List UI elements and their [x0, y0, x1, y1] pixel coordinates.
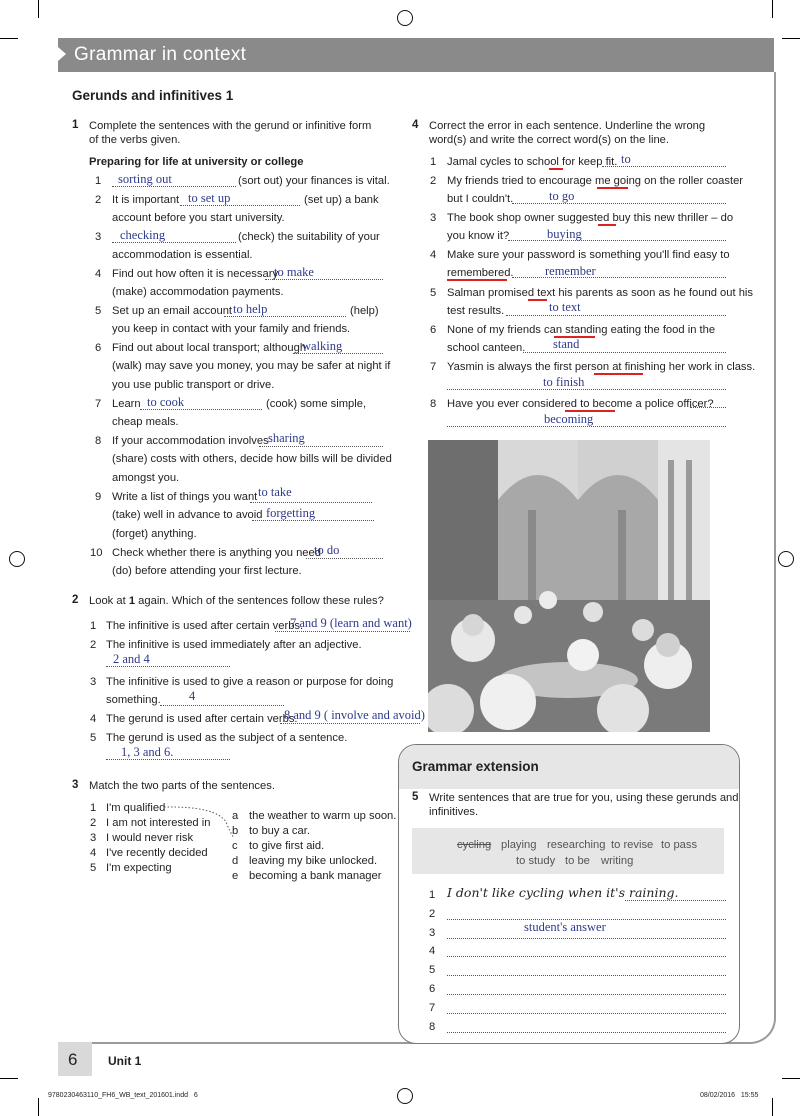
- item-text: amongst you.: [112, 472, 180, 484]
- item-text: (walk) may save you money, you may be safer at night if: [112, 360, 391, 372]
- item-text: Check whether there is anything you need: [112, 547, 321, 559]
- item-number: 2: [95, 194, 102, 206]
- error-underline: [594, 373, 643, 375]
- answer-text: to take: [258, 485, 292, 499]
- answer-line: [447, 994, 726, 995]
- error-word: at finishing: [612, 361, 666, 373]
- error-word: buy: [612, 212, 631, 224]
- students-photo: [428, 440, 710, 732]
- word-playing: playing: [501, 839, 537, 851]
- crop-mark: [38, 0, 39, 18]
- header-bar: [58, 38, 774, 72]
- line-number: 7: [429, 1002, 436, 1014]
- error-underline: [528, 299, 547, 301]
- item-text: (help): [350, 305, 379, 317]
- error-word: standing: [565, 324, 608, 336]
- answer-text: checking: [120, 228, 166, 242]
- error-underline: [447, 279, 507, 281]
- item-text: Find out how often it is necessary: [112, 268, 279, 280]
- item-number: 7: [95, 398, 102, 410]
- match-left-number: 4: [90, 847, 97, 859]
- item-text: (share) costs with others, decide how bills will be divided: [112, 453, 392, 465]
- crop-mark: [38, 1098, 39, 1116]
- match-right-text: leaving my bike unlocked.: [249, 855, 378, 867]
- exercise-2-number: 2: [72, 594, 79, 606]
- answer-line: [280, 723, 420, 724]
- exercise-1-number: 1: [72, 119, 79, 131]
- match-connector-line: [160, 800, 240, 840]
- rule-text: The infinitive is used after certain verbs.: [106, 620, 304, 632]
- item-number: 5: [430, 287, 437, 299]
- rule-text: something.: [106, 694, 161, 706]
- word-cycling: cycling: [457, 839, 492, 851]
- match-left-text: I'm expecting: [106, 862, 172, 874]
- exercise-1-instruction: of the verbs given.: [89, 134, 181, 146]
- item-text: (check) the suitability of your: [238, 231, 380, 243]
- answer-line: [306, 558, 383, 559]
- answer-line: [447, 1013, 726, 1014]
- answer-line: [523, 352, 726, 353]
- match-left-number: 2: [90, 817, 97, 829]
- answer-text: to help: [233, 302, 268, 316]
- line-number: 1: [429, 889, 436, 901]
- item-number: 9: [95, 491, 102, 503]
- unit-label: Unit 1: [108, 1054, 142, 1068]
- registration-mark-icon: [778, 551, 794, 567]
- match-right-letter: e: [232, 870, 239, 882]
- item-text: If your accommodation involves: [112, 435, 269, 447]
- error-underline: [597, 187, 628, 189]
- item-text: you know it?: [447, 230, 510, 242]
- registration-mark-icon: [397, 10, 413, 26]
- answer-text: remember: [545, 264, 596, 278]
- item-text: (forget) anything.: [112, 528, 197, 540]
- error-word: to become: [580, 398, 633, 410]
- error-word: going: [613, 175, 642, 187]
- grammar-extension-title: Grammar extension: [412, 759, 539, 774]
- section-title: Gerunds and infinitives 1: [72, 88, 234, 103]
- item-text: Have you ever considered to become a police officer?: [447, 398, 714, 410]
- answer-line: [447, 975, 726, 976]
- match-right-letter: d: [232, 855, 239, 867]
- answer-line: [447, 389, 726, 390]
- item-text: (sort out) your finances is vital.: [238, 175, 390, 187]
- answer-line: [250, 502, 372, 503]
- item-text: you use public transport or drive.: [112, 379, 275, 391]
- error-underline: [549, 168, 563, 170]
- item-number: 4: [90, 713, 97, 725]
- item-text: remembered.: [447, 267, 514, 279]
- item-text: (cook) some simple,: [266, 398, 367, 410]
- item-text: (do) before attending your first lecture.: [112, 565, 302, 577]
- answer-text: buying: [547, 227, 582, 241]
- answer-line: [506, 315, 726, 316]
- answer-text: 8 and 9 ( involve and avoid): [284, 708, 425, 722]
- crop-mark: [772, 0, 773, 18]
- answer-line: [508, 240, 726, 241]
- answer-text: forgetting: [266, 506, 316, 520]
- item-text: My friends tried to encourage me going on the roller coaster: [447, 175, 744, 187]
- item-text: The book shop owner suggested buy this new thriller – do: [447, 212, 734, 224]
- answer-line: [259, 446, 383, 447]
- line-number: 6: [429, 983, 436, 995]
- header-arrow-icon: [58, 47, 66, 61]
- answer-text: walking: [302, 339, 343, 353]
- answer-line: [447, 938, 726, 939]
- word-to-revise: to revise: [611, 839, 654, 851]
- item-text: Salman promised text his parents as soon as he found out his: [447, 287, 753, 299]
- answer-text: 1, 3 and 6.: [121, 745, 174, 759]
- answer-text: to text: [549, 300, 581, 314]
- item-text: Learn: [112, 398, 141, 410]
- answer-line: [447, 1032, 726, 1033]
- answer-line: [690, 407, 726, 408]
- item-text: accommodation is essential.: [112, 249, 253, 261]
- item-number: 1: [430, 156, 437, 168]
- answer-text: to finish: [543, 375, 585, 389]
- error-underline: [598, 224, 616, 226]
- item-number: 2: [430, 175, 437, 187]
- answer-text: to make: [274, 265, 314, 279]
- registration-mark-icon: [9, 551, 25, 567]
- item-number: 4: [430, 249, 437, 261]
- crop-mark: [782, 1078, 800, 1079]
- page-title: Grammar in context: [74, 44, 247, 65]
- exercise-4-instruction: Correct the error in each sentence. Underline the wrong: [429, 120, 706, 132]
- item-number: 10: [90, 547, 103, 559]
- match-left-text: I would never risk: [106, 832, 194, 844]
- exercise-3-number: 3: [72, 779, 79, 791]
- exercise-1-instruction: Complete the sentences with the gerund or infinitive form: [89, 120, 372, 132]
- match-right-letter: c: [232, 840, 238, 852]
- item-number: 2: [90, 639, 97, 651]
- item-text: Make sure your password is something you'll find easy to: [447, 249, 730, 261]
- item-number: 7: [430, 361, 437, 373]
- item-number: 3: [95, 231, 102, 243]
- item-number: 1: [90, 620, 97, 632]
- answer-text: 2 and 4: [113, 652, 150, 666]
- rule-text: The gerund is used after certain verbs.: [106, 713, 298, 725]
- answer-text: 4: [189, 689, 196, 703]
- photo-illustration: [428, 440, 710, 732]
- answer-text: to: [621, 152, 631, 166]
- item-text: you keep in contact with your family and friends.: [112, 323, 351, 335]
- answer-line: [447, 956, 726, 957]
- word-writing: writing: [601, 855, 634, 867]
- item-text: Find out about local transport; although: [112, 342, 307, 354]
- item-text: school canteen.: [447, 342, 526, 354]
- exercise-4-number: 4: [412, 119, 419, 131]
- item-text: (take) well in advance to avoid: [112, 509, 263, 521]
- answer-text: to go: [549, 189, 575, 203]
- exercise-2-instruction: Look at 1 again. Which of the sentences follow these rules?: [89, 595, 384, 607]
- answer-text: to set up: [188, 191, 231, 205]
- item-number: 3: [90, 676, 97, 688]
- page-number: 6: [68, 1050, 78, 1069]
- answer-line: [275, 631, 410, 632]
- answer-text: stand: [553, 337, 580, 351]
- item-text: but I couldn't.: [447, 193, 514, 205]
- answer-text: to do: [314, 543, 340, 557]
- match-right-text: the weather to warm up soon.: [249, 810, 397, 822]
- item-number: 6: [430, 324, 437, 336]
- match-right-text: becoming a bank manager: [249, 870, 382, 882]
- word-to-pass: to pass: [661, 839, 698, 851]
- exercise-4-instruction: word(s) and write the correct word(s) on the line.: [429, 134, 670, 146]
- line-number: 3: [429, 927, 436, 939]
- answer-text: sorting out: [118, 172, 172, 186]
- item-text: Set up an email account: [112, 305, 233, 317]
- word-to-be: to be: [565, 855, 590, 867]
- word-researching: researching: [547, 839, 606, 851]
- error-word: for: [562, 156, 576, 168]
- crop-mark: [782, 38, 800, 39]
- line-number: 2: [429, 908, 436, 920]
- item-text: test results.: [447, 305, 505, 317]
- item-text: Write a list of things you want: [112, 491, 258, 503]
- match-right-text: to buy a car.: [249, 825, 310, 837]
- item-number: 6: [95, 342, 102, 354]
- match-left-number: 1: [90, 802, 97, 814]
- line-number: 4: [429, 945, 436, 957]
- match-right-letter: b: [232, 825, 239, 837]
- item-text: cheap meals.: [112, 416, 179, 428]
- answer-line: [160, 705, 284, 706]
- item-number: 4: [95, 268, 102, 280]
- item-number: 5: [90, 732, 97, 744]
- match-left-number: 5: [90, 862, 97, 874]
- crop-mark: [0, 1078, 18, 1079]
- exercise-1-subheading: Preparing for life at university or college: [89, 156, 304, 168]
- rule-text: The infinitive is used to give a reason or purpose for doing: [106, 676, 394, 688]
- match-left-number: 3: [90, 832, 97, 844]
- item-text: Yasmin is always the first person at finishing her work in class.: [447, 361, 756, 373]
- answer-text: sharing: [268, 431, 305, 445]
- rule-text: The infinitive is used immediately after an adjective.: [106, 639, 362, 651]
- item-text: (make) accommodation payments.: [112, 286, 284, 298]
- item-number: 8: [95, 435, 102, 447]
- exercise-3-instruction: Match the two parts of the sentences.: [89, 780, 275, 792]
- answer-text: 7 and 9 (learn and want): [290, 616, 412, 630]
- line-number: 5: [429, 964, 436, 976]
- item-text: (set up) a bank: [304, 194, 379, 206]
- line-number: 8: [429, 1021, 436, 1033]
- file-info: 9780230463110_FH6_WB_text_201601.indd 6: [48, 1092, 198, 1099]
- registration-mark-icon: [397, 1088, 413, 1104]
- answer-text: becoming: [544, 412, 594, 426]
- item-number: 8: [430, 398, 437, 410]
- match-right-letter: a: [232, 810, 239, 822]
- item-text: None of my friends can standing eating the food in the: [447, 324, 716, 336]
- exercise-5-instruction: infinitives.: [429, 806, 479, 818]
- rule-text: The gerund is used as the subject of a sentence.: [106, 732, 348, 744]
- date-info: 08/02/2016 15:55: [700, 1092, 759, 1099]
- crop-mark: [0, 38, 18, 39]
- match-left-text: I am not interested in: [106, 817, 211, 829]
- example-sentence: I don't like cycling when it's raining.: [447, 885, 679, 900]
- match-left-text: I've recently decided: [106, 847, 208, 859]
- item-text: Jamal cycles to school for keep fit.: [447, 156, 618, 168]
- answer-text: student's answer: [524, 920, 606, 934]
- answer-text: to cook: [147, 395, 185, 409]
- item-text: account before you start university.: [112, 212, 285, 224]
- item-text: It is important: [112, 194, 180, 206]
- answer-line: [625, 900, 726, 901]
- exercise-5-number: 5: [412, 791, 419, 803]
- answer-line: [512, 203, 726, 204]
- match-right-text: to give first aid.: [249, 840, 325, 852]
- error-word: remembered: [447, 267, 511, 279]
- exercise-5-instruction: Write sentences that are true for you, using these gerunds and: [429, 792, 739, 804]
- item-number: 5: [95, 305, 102, 317]
- item-number: 1: [95, 175, 102, 187]
- word-to-study: to study: [516, 855, 556, 867]
- item-number: 3: [430, 212, 437, 224]
- crop-mark: [772, 1098, 773, 1116]
- match-left-text: I'm qualified: [106, 802, 166, 814]
- error-word: text: [537, 287, 556, 299]
